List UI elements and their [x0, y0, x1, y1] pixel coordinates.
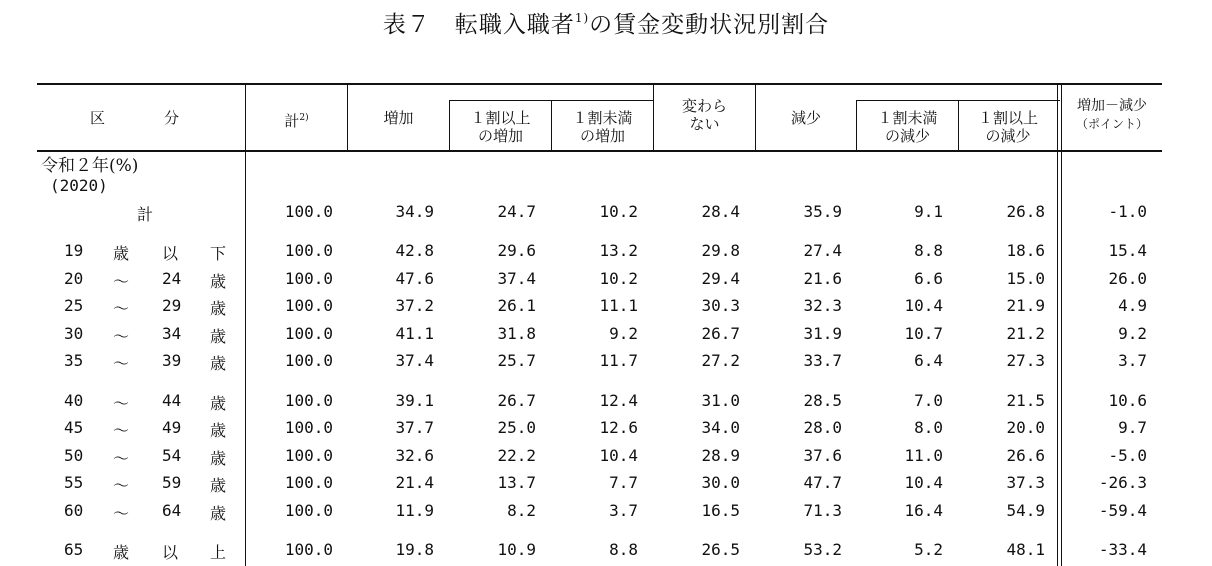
table-cell: 30.3: [701, 296, 740, 315]
table-cell: -5.0: [1108, 446, 1147, 465]
table-cell: 100.0: [284, 351, 333, 370]
header-increase-under10: １割未満 の増加: [572, 109, 633, 145]
table-cell: 47.6: [395, 269, 434, 288]
row-label-part: 19: [64, 241, 84, 260]
row-label-part: 20: [64, 269, 84, 288]
table-cell: 12.4: [599, 391, 638, 410]
row-label-part: 64: [162, 501, 182, 520]
col-rule-double-a: [1057, 84, 1058, 566]
table-cell: 11.7: [599, 351, 638, 370]
row-label-part: 30: [64, 324, 84, 343]
table-cell: 100.0: [284, 202, 333, 221]
table-cell: 54.9: [1006, 501, 1045, 520]
table-cell: 37.7: [395, 418, 434, 437]
table-cell: 15.4: [1108, 241, 1147, 260]
table-cell: 19.8: [395, 540, 434, 559]
table-cell: 100.0: [284, 296, 333, 315]
row-label-part: ～: [113, 421, 130, 440]
table-cell: -33.4: [1098, 540, 1147, 559]
table-cell: 71.3: [803, 501, 842, 520]
table-cell: 9.1: [914, 202, 943, 221]
table-top-rule: [37, 83, 1162, 85]
table-cell: 10.6: [1108, 391, 1147, 410]
table-cell: 32.6: [395, 446, 434, 465]
table-cell: 16.5: [701, 501, 740, 520]
table-cell: 100.0: [284, 501, 333, 520]
table-cell: 26.0: [1108, 269, 1147, 288]
row-label-part: ～: [113, 476, 130, 495]
table-cell: -59.4: [1098, 501, 1147, 520]
table-cell: -26.3: [1098, 473, 1147, 492]
table-cell: 18.6: [1006, 241, 1045, 260]
row-label-part: 29: [162, 296, 182, 315]
table-cell: 29.4: [701, 269, 740, 288]
row-label-part: 歳: [210, 272, 227, 291]
row-label-part: 35: [64, 351, 84, 370]
table-cell: 9.2: [609, 324, 638, 343]
table-cell: 26.5: [701, 540, 740, 559]
table-cell: 21.6: [803, 269, 842, 288]
table-cell: 33.7: [803, 351, 842, 370]
table-cell: 25.0: [497, 418, 536, 437]
table-cell: 37.6: [803, 446, 842, 465]
row-label-part: 歳: [210, 394, 227, 413]
row-label-part: 44: [162, 391, 182, 410]
table-cell: 34.9: [395, 202, 434, 221]
row-label-part: 歳: [210, 504, 227, 523]
row-label-part: 歳: [210, 421, 227, 440]
table-cell: 37.4: [395, 351, 434, 370]
header-decrease-under10: １割未満 の減少: [877, 109, 938, 145]
row-label-part: 歳: [210, 354, 227, 373]
header-unchanged: 変わら ない: [681, 97, 727, 133]
table-cell: 27.3: [1006, 351, 1045, 370]
table-cell: -1.0: [1108, 202, 1147, 221]
section-year: (2020): [50, 176, 108, 195]
table-cell: 10.4: [904, 296, 943, 315]
header-bottom-rule: [37, 150, 1162, 152]
row-label-part: 歳: [210, 299, 227, 318]
table-cell: 32.3: [803, 296, 842, 315]
row-label-part: 60: [64, 501, 84, 520]
table-cell: 6.4: [914, 351, 943, 370]
table-cell: 37.2: [395, 296, 434, 315]
row-label-part: 39: [162, 351, 182, 370]
table-cell: 25.7: [497, 351, 536, 370]
table-cell: 27.2: [701, 351, 740, 370]
table-cell: 13.2: [599, 241, 638, 260]
table-cell: 53.2: [803, 540, 842, 559]
table-title-note: 1): [574, 11, 590, 25]
table-cell: 37.3: [1006, 473, 1045, 492]
row-label-part: 45: [64, 418, 84, 437]
table-cell: 10.2: [599, 269, 638, 288]
table-cell: 11.1: [599, 296, 638, 315]
table-title-main: 表７ 転職入職者: [382, 12, 575, 38]
table-cell: 6.6: [914, 269, 943, 288]
table-cell: 29.6: [497, 241, 536, 260]
table-cell: 34.0: [701, 418, 740, 437]
table-cell: 5.2: [914, 540, 943, 559]
header-decrease: 減少: [790, 109, 821, 127]
table-cell: 20.0: [1006, 418, 1045, 437]
row-label-part: 59: [162, 473, 182, 492]
table-cell: 11.9: [395, 501, 434, 520]
header-increase-10plus: １割以上 の増加: [470, 109, 531, 145]
table-cell: 48.1: [1006, 540, 1045, 559]
table-cell: 100.0: [284, 418, 333, 437]
table-cell: 9.7: [1118, 418, 1147, 437]
table-cell: 16.4: [904, 501, 943, 520]
header-diff: 増加－減少 （ポイント）: [1075, 98, 1148, 131]
table-cell: 35.9: [803, 202, 842, 221]
header-increase: 増加: [383, 109, 414, 127]
table-cell: 11.0: [904, 446, 943, 465]
table-cell: 29.8: [701, 241, 740, 260]
row-label-part: 25: [64, 296, 84, 315]
table-cell: 100.0: [284, 473, 333, 492]
section-label: 令和２年(%): [41, 156, 139, 176]
table-cell: 10.2: [599, 202, 638, 221]
table-cell: 26.7: [497, 391, 536, 410]
table-cell: 22.2: [497, 446, 536, 465]
row-label-part: ～: [113, 299, 130, 318]
table-cell: 3.7: [1118, 351, 1147, 370]
row-label-part: 55: [64, 473, 84, 492]
row-label-part: 65: [64, 540, 84, 559]
row-label-part: 歳: [210, 449, 227, 468]
row-label-part: 歳: [113, 244, 130, 263]
table-cell: 47.7: [803, 473, 842, 492]
table-cell: 37.4: [497, 269, 536, 288]
row-label-part: 下: [210, 244, 227, 263]
table-cell: 28.9: [701, 446, 740, 465]
table-cell: 100.0: [284, 269, 333, 288]
row-label-part: ～: [113, 354, 130, 373]
table-cell: 39.1: [395, 391, 434, 410]
table-cell: 28.0: [803, 418, 842, 437]
table-cell: 31.0: [701, 391, 740, 410]
row-label-part: 40: [64, 391, 84, 410]
table-cell: 28.5: [803, 391, 842, 410]
table-cell: 100.0: [284, 391, 333, 410]
table-cell: 100.0: [284, 324, 333, 343]
table-cell: 24.7: [497, 202, 536, 221]
row-label-part: 34: [162, 324, 182, 343]
table-cell: 26.7: [701, 324, 740, 343]
row-label-part: ～: [113, 449, 130, 468]
table-cell: 26.6: [1006, 446, 1045, 465]
table-cell: 7.0: [914, 391, 943, 410]
row-label-part: 49: [162, 418, 182, 437]
table-cell: 28.4: [701, 202, 740, 221]
table-title: [0, 6, 1212, 39]
table-cell: 12.6: [599, 418, 638, 437]
table-cell: 7.7: [609, 473, 638, 492]
table-cell: 27.4: [803, 241, 842, 260]
table-cell: 8.8: [609, 540, 638, 559]
row-label-part: ～: [113, 327, 130, 346]
row-label-part: 54: [162, 446, 182, 465]
table-cell: 26.8: [1006, 202, 1045, 221]
table-cell: 31.8: [497, 324, 536, 343]
table-cell: 8.2: [507, 501, 536, 520]
table-cell: 21.2: [1006, 324, 1045, 343]
row-label-part: ～: [113, 272, 130, 291]
table-cell: 100.0: [284, 446, 333, 465]
table-cell: 41.1: [395, 324, 434, 343]
row-label: 計: [137, 205, 154, 224]
table-cell: 100.0: [284, 241, 333, 260]
row-label-part: ～: [113, 504, 130, 523]
table-cell: 10.7: [904, 324, 943, 343]
table-cell: 21.4: [395, 473, 434, 492]
row-label-part: ～: [113, 394, 130, 413]
table-cell: 8.0: [914, 418, 943, 437]
table-cell: 42.8: [395, 241, 434, 260]
row-label-part: 上: [210, 543, 227, 562]
table-cell: 100.0: [284, 540, 333, 559]
col-rule-label: [245, 84, 246, 566]
header-decrease-10plus: １割以上 の減少: [977, 109, 1038, 145]
row-label-part: 歳: [210, 327, 227, 346]
col-rule-double-b: [1061, 84, 1062, 566]
table-cell: 13.7: [497, 473, 536, 492]
table-cell: 21.5: [1006, 391, 1045, 410]
table-cell: 30.0: [701, 473, 740, 492]
table-cell: 21.9: [1006, 296, 1045, 315]
table-cell: 3.7: [609, 501, 638, 520]
table-cell: 26.1: [497, 296, 536, 315]
table-cell: 8.8: [914, 241, 943, 260]
table-cell: 10.4: [599, 446, 638, 465]
table-cell: 15.0: [1006, 269, 1045, 288]
row-label-part: 歳: [210, 476, 227, 495]
row-label-part: 歳: [113, 543, 130, 562]
table-cell: 31.9: [803, 324, 842, 343]
header-total: 計$^{2)}$: [284, 112, 309, 130]
table-cell: 10.9: [497, 540, 536, 559]
table-cell: 4.9: [1118, 296, 1147, 315]
row-label-part: 50: [64, 446, 84, 465]
row-label-part: 24: [162, 269, 182, 288]
table-title-rest: の賃金変動状況別割合: [589, 12, 830, 38]
table-cell: 9.2: [1118, 324, 1147, 343]
row-label-part: 以: [162, 244, 179, 263]
row-label-part: 以: [162, 543, 179, 562]
table-cell: 10.4: [904, 473, 943, 492]
